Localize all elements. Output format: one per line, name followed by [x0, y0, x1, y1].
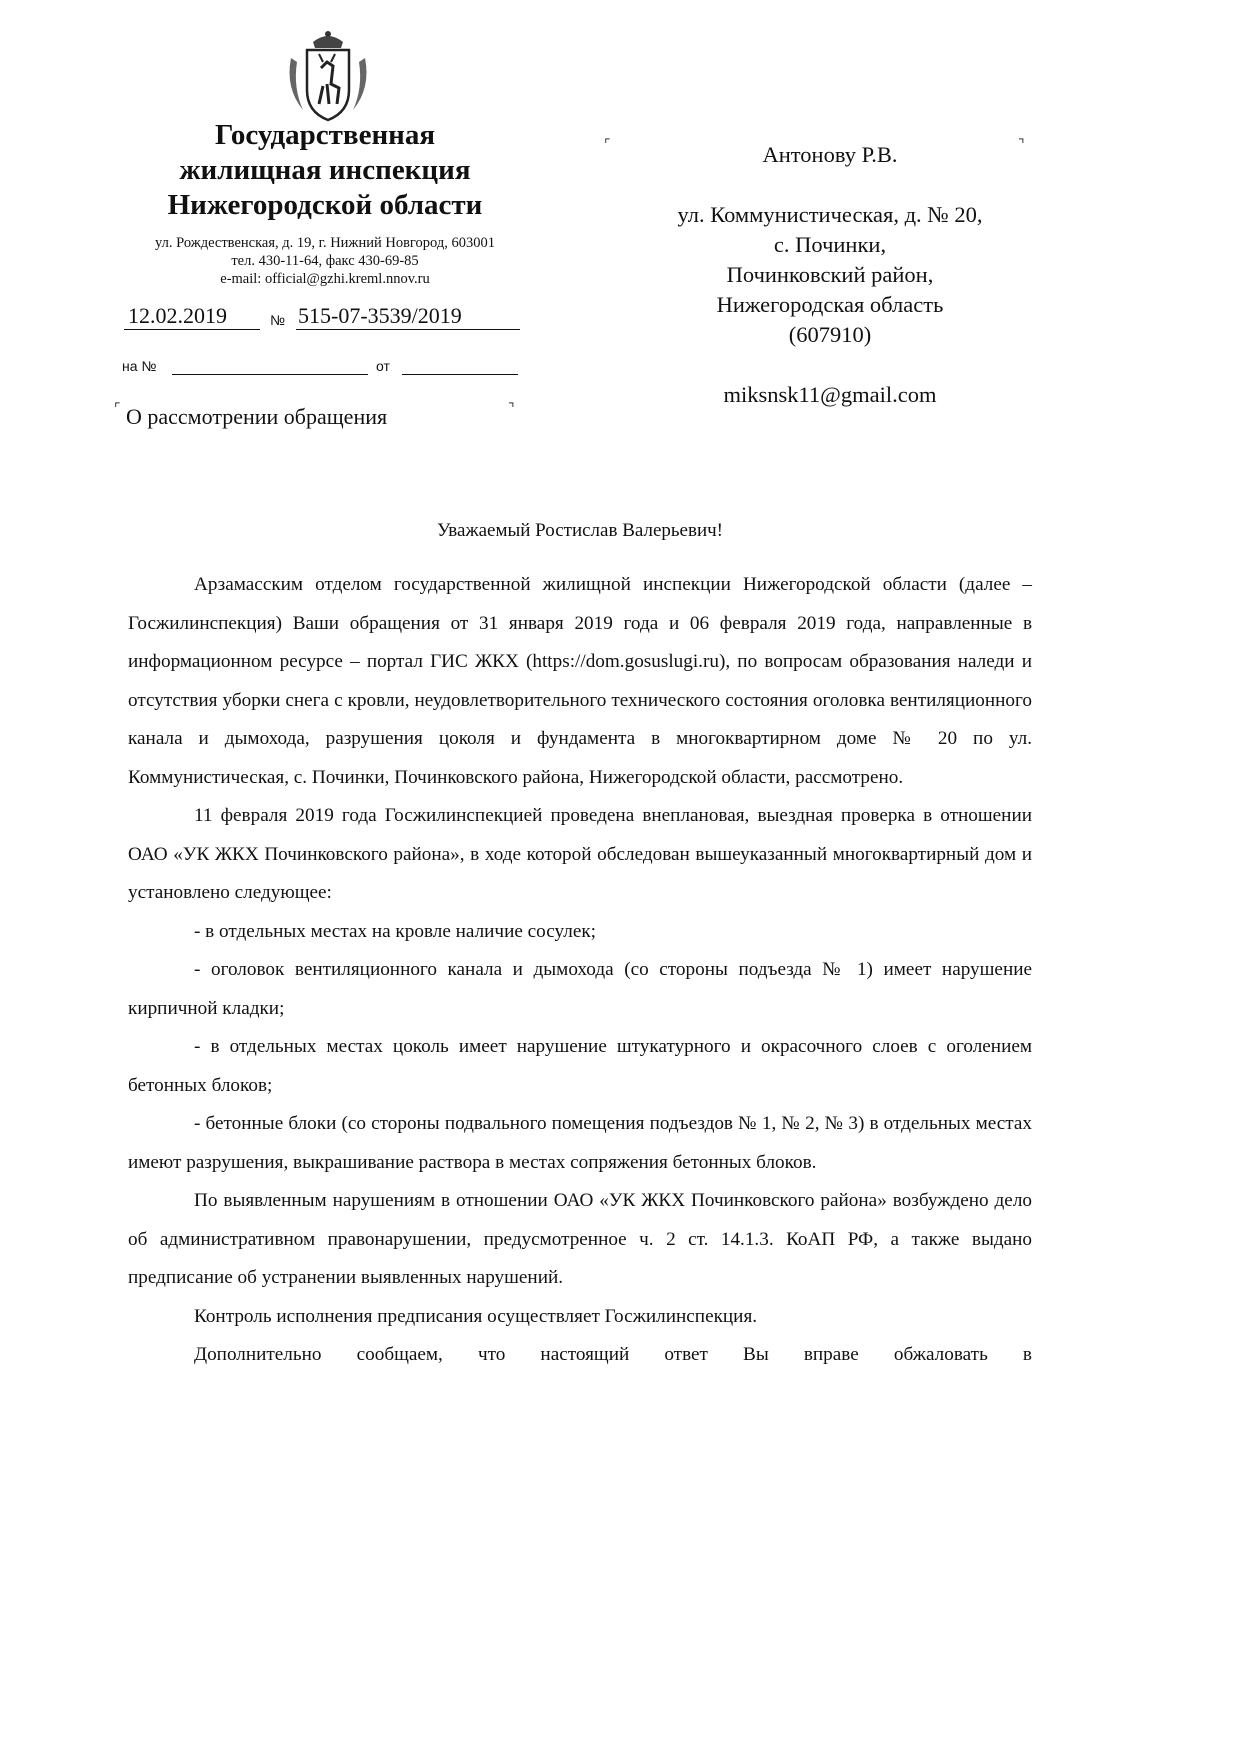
corner-mark: ⌜ — [604, 136, 611, 152]
ref-date-line — [402, 374, 518, 375]
ref-number-line — [172, 374, 368, 375]
recipient-address-line: (607910) — [788, 322, 872, 347]
ref-from-label: от — [376, 358, 390, 374]
recipient-address-line: ул. Коммунистическая, д. № 20, — [677, 202, 983, 227]
recipient-email: miksnsk11@gmail.com — [723, 382, 937, 407]
number-label: № — [270, 312, 286, 328]
body-paragraph: - бетонные блоки (со стороны подвального помещения подъездов № 1, № 2, № 3) в отдельных местах имеют разрушения, выкрашивание раствора в местах сопряжения бетонных блоков. — [128, 1113, 1032, 1173]
org-email: e-mail: official@gzhi.kreml.nnov.ru — [220, 271, 430, 287]
recipient-address-line: Нижегородская область — [716, 292, 944, 317]
greeting: Уважаемый Ростислав Валерьевич! — [436, 520, 723, 541]
recipient-address-line: с. Починки, — [773, 232, 887, 257]
org-line: жилищная инспекция — [179, 154, 471, 186]
body-paragraph: По выявленным нарушениям в отношении ОАО «УК ЖКХ Починковского района» возбуждено дело об административном правонарушении, предусмотренное ч. 2 ст. 14.1.3. КоАП РФ, а также выдано предписание об устранении выявленных нарушений. — [128, 1190, 1032, 1288]
body-paragraph: - в отдельных местах цоколь имеет нарушение штукатурного и окрасочного слоев с оголением бетонных блоков; — [128, 1036, 1032, 1096]
org-address: ул. Рождественская, д. 19, г. Нижний Новгород, 603001 — [155, 235, 495, 251]
body-paragraph: 11 февраля 2019 года Госжилинспекцией проведена внеплановая, выездная проверка в отношении ОАО «УК ЖКХ Починковского района», в ходе которой обследован вышеуказанный многоквартирный дом и установлено следующее: — [128, 805, 1032, 903]
org-line: Нижегородской области — [167, 189, 483, 221]
body-paragraph: - в отдельных местах на кровле наличие сосулек; — [194, 920, 597, 942]
recipient-address-line: Починковский район, — [726, 262, 934, 287]
letter-date: 12.02.2019 — [124, 303, 260, 330]
body-paragraph: - оголовок вентиляционного канала и дымохода (со стороны подъезда № 1) имеет нарушение кирпичной кладки; — [128, 959, 1032, 1019]
org-phone: тел. 430-11-64, факс 430-69-85 — [231, 253, 419, 269]
corner-mark: ⌝ — [508, 400, 515, 416]
recipient-name: Антонову Р.В. — [762, 142, 898, 167]
letter-subject: О рассмотрении обращения — [126, 404, 388, 429]
corner-mark: ⌝ — [1018, 136, 1025, 152]
body-paragraph: Арзамасским отделом государственной жилищной инспекции Нижегородской области (далее – Госжилинспекция) Ваши обращения от 31 января 2019 года и 06 февраля 2019 года, направленные в информационном ресурсе – портал ГИС ЖКХ (https://dom.gosuslugi.ru), по вопросам образования наледи и отсутствия уборки снега с кровли, неудовлетворительного технического состояния оголовка вентиляционного канала и дымохода, разрушения цоколя и фундамента в многоквартирном доме № 20 по ул. Коммунистическая, с. Починки, Починковского района, Нижегородской области, рассмотрено. — [128, 574, 1032, 788]
corner-mark: ⌜ — [114, 400, 121, 416]
org-contacts — [110, 234, 540, 288]
coat-of-arms-emblem — [283, 28, 373, 128]
body-paragraph: Контроль исполнения предписания осуществляет Госжилинспекция. — [194, 1305, 758, 1327]
organization-name — [110, 118, 540, 223]
letter-body — [128, 566, 1032, 1375]
recipient-block — [620, 140, 1040, 410]
org-line: Государственная — [214, 119, 436, 151]
ref-number-label: на № — [122, 358, 157, 374]
letter-number: 515-07-3539/2019 — [296, 303, 520, 330]
body-paragraph: Дополнительно сообщаем, что настоящий ответ Вы вправе обжаловать в — [194, 1344, 1032, 1365]
